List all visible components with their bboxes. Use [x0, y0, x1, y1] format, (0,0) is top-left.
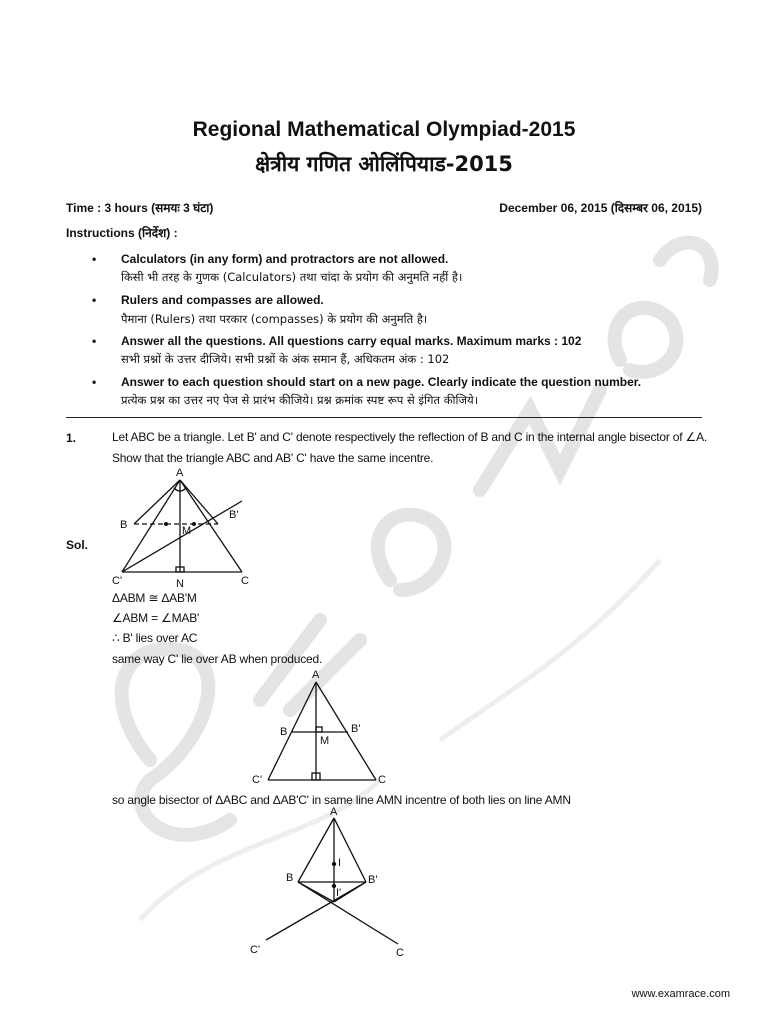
instructions-heading: Instructions (निर्देश) :: [66, 226, 178, 240]
figure-3-diagram: [248, 806, 418, 958]
bullet-icon: •: [92, 334, 97, 348]
instruction-hi: प्रत्येक प्रश्न का उत्तर नए पेज से प्रारंभ कीजिये। प्रश्न क्रमांक स्पष्ट रूप से इंगित कीजिये।: [121, 393, 479, 407]
solution-conclusion: so angle bisector of ΔABC and ΔAB'C' in same line AMN incentre of both lies on line AMN: [112, 793, 571, 807]
instruction-en: Answer to each question should start on a new page. Clearly indicate the question number.: [121, 375, 642, 389]
label-M: M: [182, 525, 192, 537]
instruction-en: Calculators (in any form) and protractors are not allowed.: [121, 252, 449, 266]
title-hindi: क्षेत्रीय गणित ओलिंपियाड-2015: [255, 152, 513, 176]
instruction-hi: किसी भी तरह के गुणक (Calculators) तथा चांदा के प्रयोग की अनुमति नहीं है।: [121, 270, 463, 284]
instruction-hi: पैमाना (Rulers) तथा परकार (compasses) के प्रयोग की अनुमति है।: [121, 312, 428, 326]
label-C-prime: C': [252, 774, 263, 786]
label-C: C: [241, 575, 249, 587]
figure-2-diagram: [250, 668, 390, 788]
label-C: C: [396, 947, 404, 959]
label-C: C: [378, 774, 386, 786]
section-divider: [66, 417, 702, 418]
label-N: N: [176, 578, 184, 590]
exam-date: December 06, 2015 (दिसम्बर 06, 2015): [499, 201, 702, 215]
label-A: A: [312, 669, 320, 681]
solution-label: Sol.: [66, 538, 89, 552]
label-C-prime: C': [112, 575, 123, 587]
instruction-en: Rulers and compasses are allowed.: [121, 293, 324, 307]
label-B-prime: B': [368, 874, 378, 886]
label-I-prime: I': [336, 887, 342, 899]
title-english: Regional Mathematical Olympiad-2015: [192, 118, 576, 141]
label-C-prime: C': [250, 944, 261, 956]
bullet-icon: •: [92, 293, 97, 307]
question-text: Let ABC be a triangle. Let B' and C' denote respectively the reflection of B and C in the internal angle bisector of ∠A. Show that the triangle ABC and AB' C' have the same incentre.: [112, 430, 708, 465]
label-B-prime: B': [351, 723, 361, 735]
instruction-en: Answer all the questions. All questions carry equal marks. Maximum marks : 102: [121, 334, 582, 348]
label-B: B: [280, 726, 288, 738]
instruction-hi: सभी प्रश्नों के उत्तर दीजिये। सभी प्रश्नों के अंक समान हैं, अधिकतम अंक : 102: [121, 352, 450, 366]
solution-line: ∠ABM = ∠MAB': [112, 611, 200, 625]
label-I: I: [338, 857, 342, 869]
bullet-icon: •: [92, 252, 97, 266]
solution-line: ΔABM ≅ ΔAB'M: [112, 591, 197, 605]
label-A: A: [176, 467, 184, 479]
solution-line: ∴ B' lies over AC: [112, 631, 198, 645]
solution-line: same way C' lie over AB when produced.: [112, 652, 323, 666]
exam-time: Time : 3 hours (समयः 3 घंटा): [66, 201, 214, 215]
footer-website: www.examrace.com: [631, 988, 730, 1000]
figure-1-diagram: [110, 466, 260, 590]
bullet-icon: •: [92, 375, 97, 389]
label-B: B: [120, 519, 128, 531]
label-B-prime: B': [229, 509, 239, 521]
question-number: 1.: [66, 431, 77, 445]
label-B: B: [286, 872, 294, 884]
label-M: M: [320, 735, 330, 747]
label-A: A: [330, 806, 338, 818]
